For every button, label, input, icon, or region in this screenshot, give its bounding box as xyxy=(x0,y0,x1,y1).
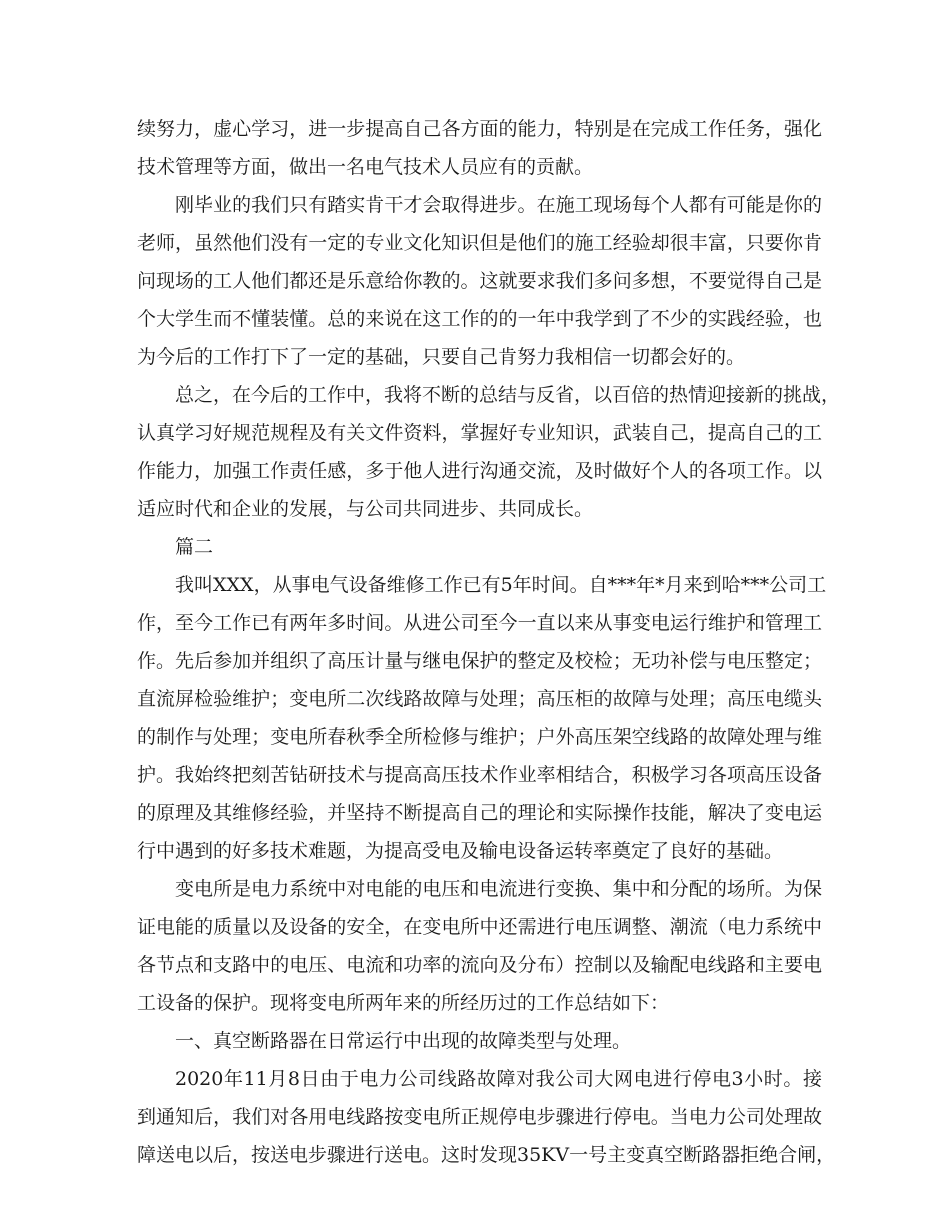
text-line: 行中遇到的好多技术难题，为提高受电及输电设备运转率奠定了良好的基础。 xyxy=(137,840,784,862)
text-line: 我叫XXX，从事电气设备维修工作已有5年时间。自***年*月来到哈***公司工 xyxy=(175,574,827,596)
text-line: 到通知后，我们对各用电线路按变电所正规停电步骤进行停电。当电力公司处理故 xyxy=(137,1106,822,1128)
text-line: 篇二 xyxy=(175,536,214,558)
text-line: 适应时代和企业的发展，与公司共同进步、共同成长。 xyxy=(137,498,594,520)
text-line: 为今后的工作打下了一定的基础，只要自己肯努力我相信一切都会好的。 xyxy=(137,346,746,368)
text-line: 个大学生而不懂装懂。总的来说在这工作的的一年中我学到了不少的实践经验，也 xyxy=(137,308,822,330)
text-line: 变电所是电力系统中对电能的电压和电流进行变换、集中和分配的场所。为保 xyxy=(175,878,822,900)
text-line: 作，至今工作已有两年多时间。从进公司至今一直以来从事变电运行维护和管理工 xyxy=(137,612,822,634)
text-line: 作能力，加强工作责任感，多于他人进行沟通交流，及时做好个人的各项工作。以 xyxy=(137,460,822,482)
text-line: 的制作与处理；变电所春秋季全所检修与维护；户外高压架空线路的故障处理与维 xyxy=(137,726,822,748)
text-line: 护。我始终把刻苦钻研技术与提高高压技术作业率相结合，积极学习各项高压设备 xyxy=(137,764,822,786)
text-line: 各节点和支路中的电压、电流和功率的流向及分布）控制以及输配电线路和主要电 xyxy=(137,954,822,976)
text-line: 技术管理等方面，做出一名电气技术人员应有的贡献。 xyxy=(137,156,594,178)
document-body xyxy=(137,110,841,1174)
text-line: 总之，在今后的工作中，我将不断的总结与反省，以百倍的热情迎接新的挑战， xyxy=(175,384,841,406)
text-line: 续努力，虚心学习，进一步提高自己各方面的能力，特别是在完成工作任务，强化 xyxy=(137,118,822,140)
text-line: 认真学习好规范规程及有关文件资料，掌握好专业知识，武装自己，提高自己的工 xyxy=(137,422,822,444)
text-line: 证电能的质量以及设备的安全，在变电所中还需进行电压调整、潮流（电力系统中 xyxy=(137,916,822,938)
text-line: 的原理及其维修经验，并坚持不断提高自己的理论和实际操作技能，解决了变电运 xyxy=(137,802,822,824)
text-line: 刚毕业的我们只有踏实肯干才会取得进步。在施工现场每个人都有可能是你的 xyxy=(175,194,822,216)
text-line: 2020年11月8日由于电力公司线路故障对我公司大网电进行停电3小时。接 xyxy=(175,1068,822,1090)
text-line: 障送电以后，按送电步骤进行送电。这时发现35KV一号主变真空断路器拒绝合闸， xyxy=(137,1144,836,1166)
text-line: 作。先后参加并组织了高压计量与继电保护的整定及校检；无功补偿与电压整定； xyxy=(137,650,822,672)
text-line: 问现场的工人他们都还是乐意给你教的。这就要求我们多问多想，不要觉得自己是 xyxy=(137,270,822,292)
text-line: 一、真空断路器在日常运行中出现的故障类型与处理。 xyxy=(175,1030,632,1052)
text-line: 直流屏检验维护；变电所二次线路故障与处理；高压柜的故障与处理；高压电缆头 xyxy=(137,688,822,710)
text-line: 老师，虽然他们没有一定的专业文化知识但是他们的施工经验却很丰富，只要你肯 xyxy=(137,232,822,254)
text-line: 工设备的保护。现将变电所两年来的所经历过的工作总结如下： xyxy=(137,992,670,1014)
